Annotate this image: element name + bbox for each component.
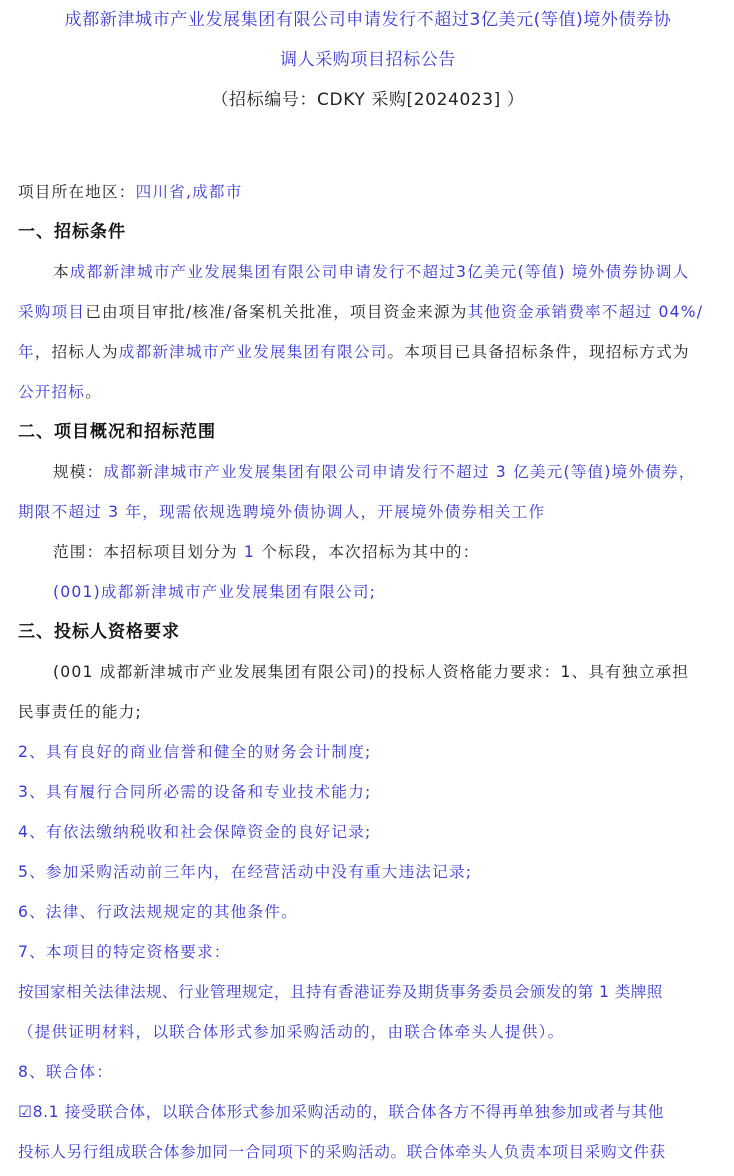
text: 成都新津城市产业发展集团有限公司申请发行不超过 3 亿美元(等值)境外债券， (103, 463, 696, 481)
req-item: 8、联合体： (18, 1063, 114, 1081)
text: 成都新津城市产业发展集团有限公司 (118, 343, 388, 361)
project-region (18, 172, 718, 212)
req-item: （提供证明材料，以联合体形式参加采购活动的，由联合体牵头人提供）。 (18, 1023, 565, 1041)
consortium-checkbox-item: ☑8.1 接受联合体，以联合体形式参加采购活动的，联合体各方不得再单独参加或者与其他 (18, 1103, 664, 1121)
req-item: 5、参加采购活动前三年内，在经营活动中没有重大违法记录; (18, 863, 473, 881)
req-item: 4、有依法缴纳税收和社会保障资金的良好记录; (18, 823, 372, 841)
text: 成都新津城市产业发展集团有限公司申请发行不超过3亿美元(等值) 境外债券协调人 (69, 263, 690, 281)
text: 范围：本招标项目划分为 (53, 543, 238, 561)
s1-line (18, 372, 718, 412)
req-item: 3、具有履行合同所必需的设备和专业技术能力; (18, 783, 372, 801)
scale-line (18, 452, 718, 492)
req-line: (001 成都新津城市产业发展集团有限公司)的投标人资格能力要求：1、具有独立承担 (53, 663, 690, 681)
req-item: 7、本项目的特定资格要求： (18, 943, 231, 961)
text: ，招标人为 (34, 343, 119, 361)
req-line: 民事责任的能力; (18, 703, 143, 721)
section-2-heading: 二、项目概况和招标范围 (18, 422, 216, 442)
region-label: 项目所在地区： (18, 183, 136, 201)
lot-count: 1 (243, 543, 256, 561)
req-item: 2、具有良好的商业信誉和健全的财务会计制度; (18, 743, 372, 761)
title-line-2: 调人采购项目招标公告 (280, 50, 456, 70)
text: 。本项目已具备招标条件，现招标方式为 (387, 343, 690, 361)
s1-line (18, 252, 718, 292)
s1-line (18, 332, 718, 372)
lot-line: (001)成都新津城市产业发展集团有限公司; (53, 583, 377, 601)
range-line (18, 532, 718, 572)
scale-line-2: 期限不超过 3 年，现需依规选聘境外债协调人，开展境外债券相关工作 (18, 503, 546, 521)
text: 采购项目 (18, 303, 86, 321)
req-item: 投标人另行组成联合体参加同一合同项下的采购活动。联合体牵头人负责本项目采购文件获 (18, 1143, 666, 1161)
scale-label: 规模： (53, 463, 104, 481)
title-line-1: 成都新津城市产业发展集团有限公司申请发行不超过3亿美元(等值)境外债券协 (64, 10, 672, 30)
tender-code: （招标编号：CDKY 采购[2024023] ） (211, 90, 525, 110)
text: 。 (85, 383, 102, 401)
region-value: 四川省,成都市 (135, 183, 243, 201)
section-3-heading: 三、投标人资格要求 (18, 622, 180, 642)
text: 个标段，本次招标为其中的： (261, 543, 480, 561)
req-item: 6、法律、行政法规规定的其他条件。 (18, 903, 298, 921)
text: 公开招标 (18, 383, 86, 401)
req-item: 按国家相关法律法规、行业管理规定，且持有香港证券及期货事务委员会颁发的第 1 类牌照 (18, 983, 663, 1001)
text: 已由项目审批/核准/备案机关批准，项目资金来源为 (85, 303, 468, 321)
text: 年 (18, 343, 35, 361)
text: 本 (53, 263, 70, 281)
section-1-heading: 一、招标条件 (18, 222, 126, 242)
text: 其他资金承销费率不超过 04%/ (467, 303, 704, 321)
s1-line (18, 292, 718, 332)
